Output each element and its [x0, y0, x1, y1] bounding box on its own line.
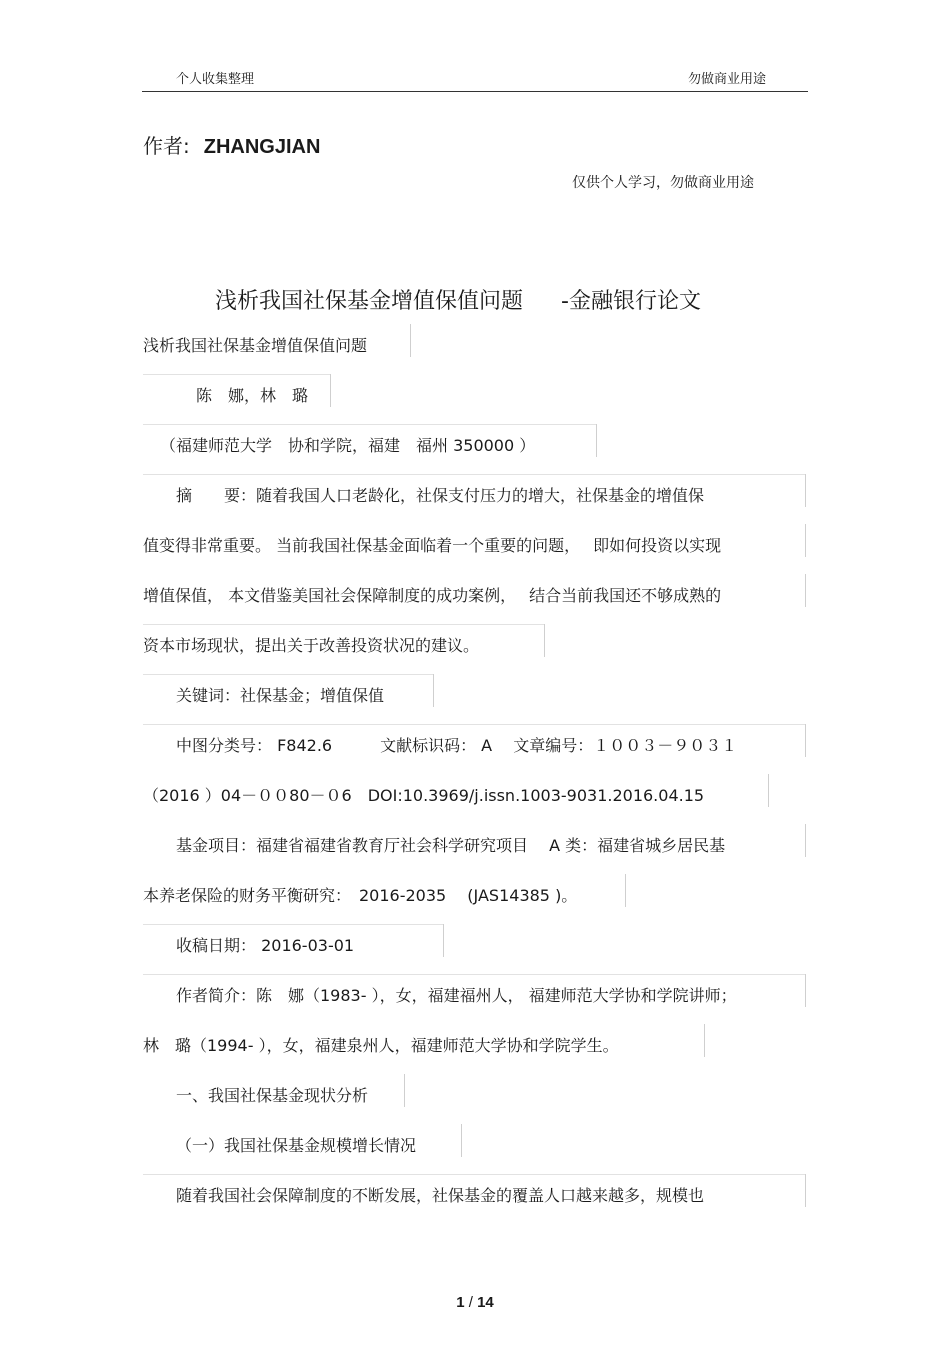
abstract-line: 值变得非常重要。 当前我国社保基金面临着一个重要的问题， 即如何投资以实现 [143, 536, 722, 555]
section-heading: 一、我国社保基金现状分析 [176, 1086, 369, 1105]
page-current: 1 [456, 1294, 465, 1311]
paragraph-line: 随着我国社会保障制度的不断发展，社保基金的覆盖人口越来越多，规模也 [176, 1186, 705, 1205]
box-edge [433, 674, 434, 707]
box-edge [805, 974, 806, 1007]
received-date-line: 收稿日期： 2016-03-01 [176, 936, 355, 955]
box-edge [461, 1124, 462, 1157]
funding-line: 本养老保险的财务平衡研究： 2016-2035 (JAS14385 )。 [143, 886, 578, 905]
box-edge [404, 1074, 405, 1107]
authors-line: 陈 娜，林 璐 [196, 386, 309, 405]
box-edge [805, 524, 806, 557]
box-edge [544, 624, 545, 657]
title-main: 浅析我国社保基金增值保值问题 [215, 289, 524, 314]
author-name: ZHANGJIAN [203, 136, 321, 158]
author-bio-line: 林 璐（1994- ），女，福建泉州人，福建师范大学协和学院学生。 [143, 1036, 619, 1055]
header-rule [142, 91, 808, 92]
box-edge [596, 424, 597, 457]
box-edge [143, 374, 330, 375]
affiliation-line: （福建师范大学 协和学院，福建 福州 350000 ） [160, 436, 536, 455]
abstract-line: 资本市场现状，提出关于改善投资状况的建议。 [143, 636, 480, 655]
box-edge [410, 324, 411, 357]
box-edge [143, 724, 805, 725]
box-edge [805, 574, 806, 607]
box-edge [143, 624, 544, 625]
usage-note: 仅供个人学习，勿做商业用途 [572, 175, 754, 191]
abstract-line: 增值保值， 本文借鉴美国社会保障制度的成功案例， 结合当前我国还不够成熟的 [143, 586, 722, 605]
box-edge [143, 674, 433, 675]
box-edge [143, 474, 805, 475]
doi-line: （2016 ）04－００80－０6 DOI:10.3969/j.issn.1003-9031.2016.04.15 [143, 786, 705, 805]
subtitle-line: 浅析我国社保基金增值保值问题 [143, 336, 368, 355]
page-number [0, 1294, 950, 1311]
author-bio-line: 作者简介：陈 娜（1983- ），女，福建福州人， 福建师范大学协和学院讲师； [176, 986, 737, 1005]
box-edge [805, 474, 806, 507]
abstract-line: 摘 要：随着我国人口老龄化，社保支付压力的增大，社保基金的增值保 [176, 486, 705, 505]
box-edge [805, 824, 806, 857]
author-line [143, 130, 320, 159]
subsection-heading: （一）我国社保基金规模增长情况 [176, 1136, 417, 1155]
box-edge [805, 1174, 806, 1207]
box-edge [143, 1174, 805, 1175]
box-edge [143, 924, 443, 925]
page-title [215, 284, 701, 315]
header-left: 个人收集整理 [176, 72, 255, 87]
keywords-line: 关键词：社保基金；增值保值 [176, 686, 385, 705]
page-separator: / [464, 1294, 478, 1311]
box-edge [704, 1024, 705, 1057]
box-edge [443, 924, 444, 957]
page-total: 14 [477, 1294, 494, 1311]
classification-line: 中图分类号： F842.6 文献标识码： A 文章编号：１００３－９０３１ [176, 736, 738, 755]
box-edge [143, 424, 596, 425]
box-edge [625, 874, 626, 907]
box-edge [805, 724, 806, 757]
header-right: 勿做商业用途 [688, 72, 767, 87]
box-edge [143, 974, 805, 975]
box-edge [330, 374, 331, 407]
funding-line: 基金项目：福建省福建省教育厅社会科学研究项目 A 类：福建省城乡居民基 [176, 836, 726, 855]
title-suffix: -金融银行论文 [561, 289, 701, 314]
box-edge [768, 774, 769, 807]
author-label: 作者: [143, 134, 190, 158]
